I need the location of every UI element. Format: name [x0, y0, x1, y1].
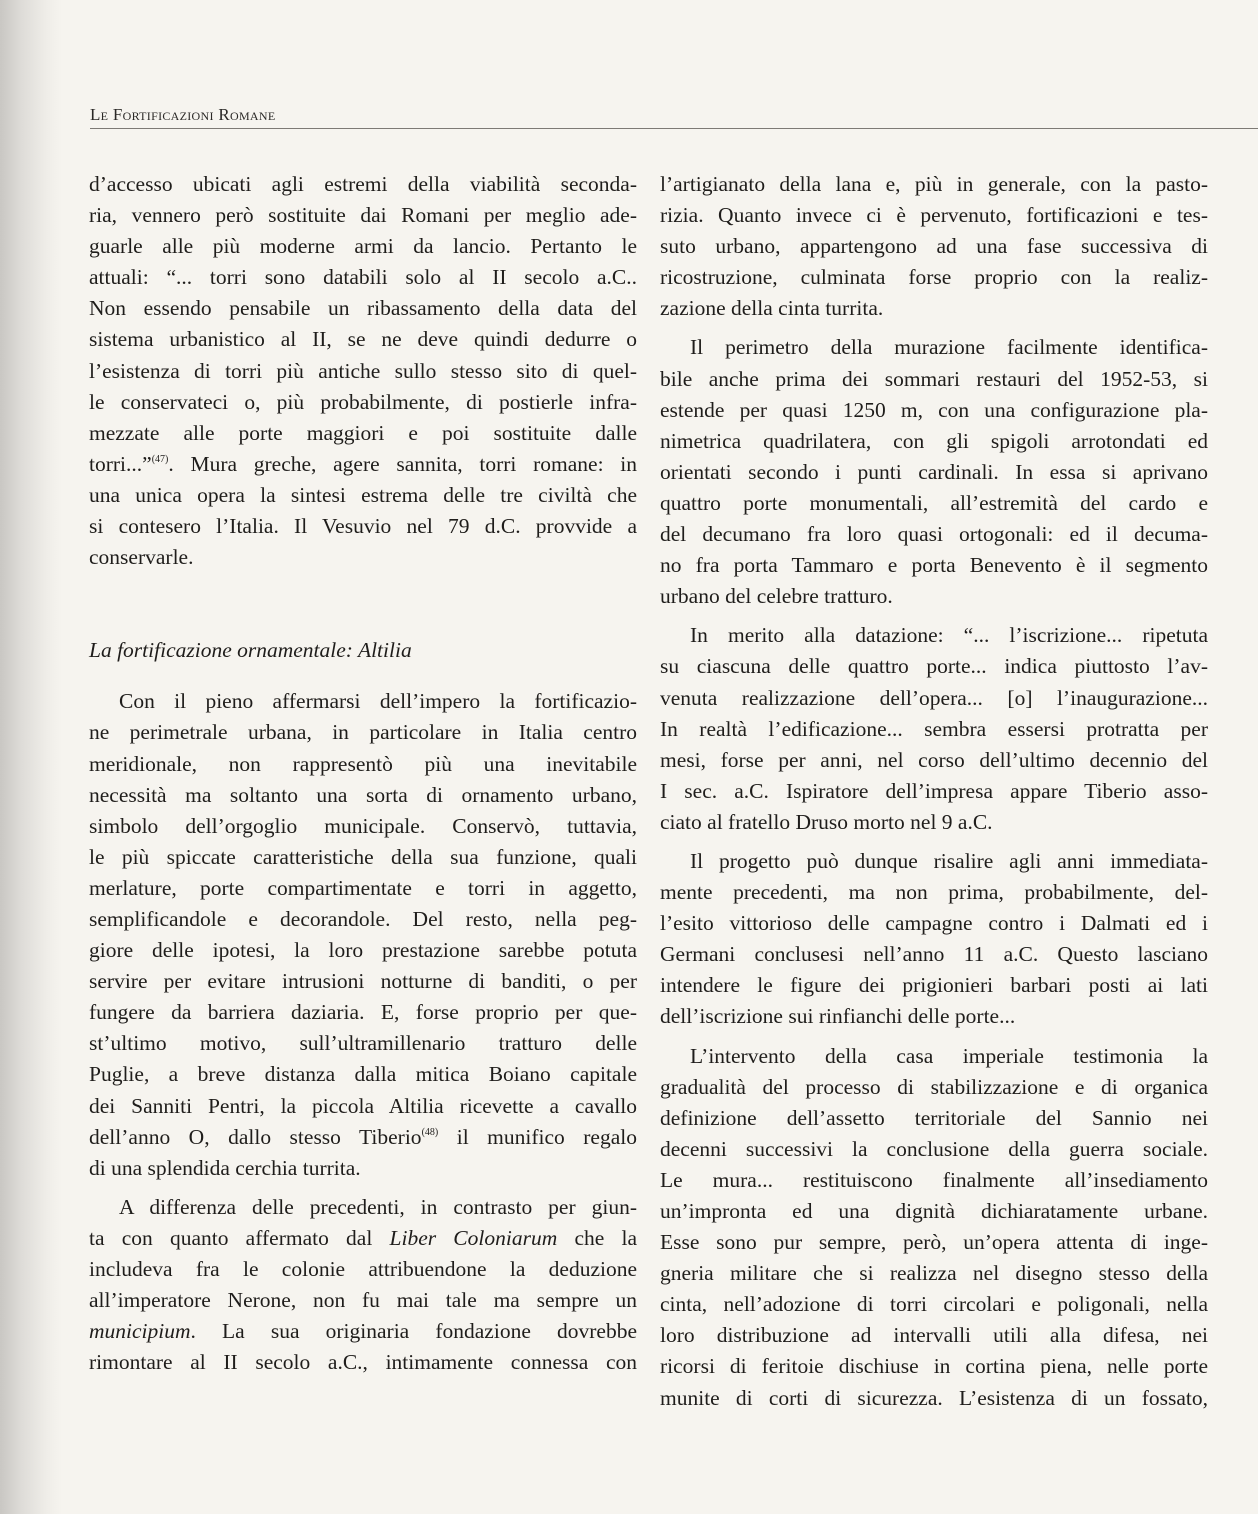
text-line: st’ultimo motivo, sull’ultramillenario tratturo delle	[89, 1031, 637, 1056]
text-line: ne perimetrale urbana, in particolare in Italia centro	[89, 720, 637, 745]
text-line: Non essendo pensabile un ribassamento della data del	[89, 296, 637, 321]
text-span: il munifico regalo	[438, 1124, 637, 1149]
text-line: si contesero l’Italia. Il Vesuvio nel 79 d.C. provvide a	[89, 514, 637, 539]
text-line: all’imperatore Nerone, non fu mai tale ma sempre un	[89, 1288, 637, 1313]
text-line: rizia. Quanto invece ci è pervenuto, fortificazioni e tes-	[660, 203, 1208, 228]
running-header	[90, 104, 1258, 129]
text-line: nimetrica quadrilatera, con gli spigoli arrotondati ed	[660, 428, 1208, 453]
text-line: l’artigianato della lana e, più in generale, con la pasto-	[660, 172, 1208, 196]
text-line	[89, 449, 637, 480]
text-line: una unica opera la sintesi estrema delle tre civiltà che	[89, 482, 637, 507]
text-span: dell’anno O, dallo stesso Tiberio	[89, 1124, 422, 1149]
text-line: su ciascuna delle quattro porte... indica piuttosto l’av-	[660, 654, 1208, 679]
text-line: no fra porta Tammaro e porta Benevento è il segmento	[660, 553, 1208, 578]
right-paragraph-2	[660, 332, 1208, 612]
text-line: Il progetto può dunque risalire agli anni immediata-	[690, 848, 1208, 873]
text-line: In merito alla datazione: “... l’iscrizione... ripetuta	[690, 623, 1208, 648]
running-header-title: Le Fortificazioni Romane	[90, 105, 276, 124]
text-line: sistema urbanistico al II, se ne deve quindi dedurre o	[89, 327, 637, 352]
footnote-ref-47: (47)	[151, 453, 169, 465]
text-line: fungere da barriera daziaria. E, forse proprio per que-	[89, 1000, 637, 1025]
text-line: meridionale, non rappresentò più una inevitabile	[89, 751, 637, 776]
text-line: giore delle ipotesi, la loro prestazione sarebbe potuta	[89, 938, 637, 963]
text-line	[89, 1122, 637, 1153]
text-line	[89, 1316, 637, 1347]
text-line: suto urbano, appartengono ad una fase successiva di	[660, 234, 1208, 259]
book-title: Liber Coloniarum	[389, 1225, 558, 1250]
latin-term: municipium	[89, 1319, 191, 1344]
text-line: quattro porte monumentali, all’estremità del cardo e	[660, 490, 1208, 515]
text-line: bile anche prima dei sommari restauri del 1952-53, si	[660, 366, 1208, 391]
footnote-ref-48: (48)	[421, 1126, 439, 1138]
text-line: ciato al fratello Druso morto nel 9 a.C.	[660, 809, 993, 834]
text-line	[89, 1223, 637, 1254]
text-line: urbano del celebre tratturo.	[660, 584, 893, 609]
right-paragraph-4	[660, 846, 1208, 1033]
text-line: loro distribuzione ad intervalli utili alla difesa, nei	[660, 1323, 1208, 1348]
text-line: orientati secondo i punti cardinali. In essa si aprivano	[660, 459, 1208, 484]
left-paragraph-3	[89, 1192, 637, 1379]
text-line: dell’iscrizione sui rinfianchi delle porte...	[660, 1004, 1016, 1029]
text-line: semplificandole e decorandole. Del resto, nella peg-	[89, 906, 637, 931]
text-line: le conservateci o, più probabilmente, di postierle infra-	[89, 389, 637, 414]
text-line: I sec. a.C. Ispiratore dell’impresa appare Tiberio asso-	[660, 778, 1208, 803]
text-line: Le mura... restituiscono finalmente all’insediamento	[660, 1167, 1208, 1192]
text-line: venuta realizzazione dell’opera... [o] l’inaugurazione...	[660, 685, 1208, 710]
text-line: gradualità del processo di stabilizzazione e di organica	[660, 1074, 1208, 1099]
text-line: L’intervento della casa imperiale testimonia la	[690, 1043, 1208, 1068]
text-span: . Mura greche, agere sannita, torri romane: in	[168, 451, 637, 476]
text-line: Puglie, a breve distanza dalla mitica Boiano capitale	[89, 1062, 637, 1087]
text-line: definizione dell’assetto territoriale del Sannio nei	[660, 1105, 1208, 1130]
text-line: merlature, porte compartimentate e torri in aggetto,	[89, 875, 637, 900]
text-line: servire per evitare intrusioni notturne di banditi, o per	[89, 969, 637, 994]
right-paragraph-3	[660, 620, 1208, 838]
text-line: ricorsi di feritoie dischiuse in cortina piena, nelle porte	[660, 1354, 1208, 1379]
text-line: gneria militare che si realizza nel disegno stesso della	[660, 1261, 1208, 1286]
text-line: Esse sono pur sempre, però, un’opera attenta di inge-	[660, 1230, 1208, 1255]
text-line: estende per quasi 1250 m, con una configurazione pla-	[660, 397, 1208, 422]
text-line: A differenza delle precedenti, in contrasto per giun-	[119, 1194, 637, 1219]
text-line: l’esito vittorioso delle campagne contro i Dalmati ed i	[660, 911, 1208, 936]
text-line: necessità ma soltanto una sorta di ornamento urbano,	[89, 782, 637, 807]
text-line: simbolo dell’orgoglio municipale. Conservò, tuttavia,	[89, 813, 637, 838]
text-line: le più spiccate caratteristiche della sua funzione, quali	[89, 844, 637, 869]
text-line: mezzate alle porte maggiori e poi sostituite dalle	[89, 420, 637, 445]
left-column	[89, 169, 637, 1378]
text-span: ta con quanto affermato dal	[89, 1225, 390, 1250]
right-paragraph-5	[660, 1041, 1208, 1414]
book-gutter-shadow	[0, 0, 62, 1514]
right-paragraph-1	[660, 169, 1208, 324]
text-line: includeva fra le colonie attribuendone la deduzione	[89, 1257, 637, 1281]
text-line: dei Sanniti Pentri, la piccola Altilia ricevette a cavallo	[89, 1093, 637, 1118]
text-line: intendere le figure dei prigionieri barbari posti ai lati	[660, 973, 1208, 998]
text-line: guarle alle più moderne armi da lancio. Pertanto le	[89, 234, 637, 259]
text-line: l’esistenza di torri più antiche sullo stesso sito di quel-	[89, 358, 637, 383]
text-line: d’accesso ubicati agli estremi della viabilità seconda-	[89, 172, 637, 196]
text-line: decenni successivi la conclusione della guerra sociale.	[660, 1136, 1208, 1161]
text-line: In realtà l’edificazione... sembra essersi protratta per	[660, 716, 1208, 741]
left-paragraph-1	[89, 169, 637, 573]
text-span: che la	[557, 1225, 637, 1250]
text-span: torri...”	[89, 451, 152, 476]
text-span: . La sua originaria fondazione dovrebbe	[190, 1319, 637, 1344]
text-line: mente precedenti, ma non prima, probabilmente, del-	[660, 880, 1208, 905]
right-column	[660, 169, 1208, 1414]
text-line: ricostruzione, culminata forse proprio con la realiz-	[660, 265, 1208, 290]
text-line: Germani conclusesi nell’anno 11 a.C. Questo lasciano	[660, 942, 1208, 967]
text-line: Con il pieno affermarsi dell’impero la fortificazio-	[119, 689, 637, 714]
section-heading: La fortificazione ornamentale: Altilia	[89, 638, 412, 663]
left-paragraph-2	[89, 686, 637, 1184]
text-line: del decumano fra loro quasi ortogonali: ed il decuma-	[660, 522, 1208, 547]
text-line: rimontare al II secolo a.C., intimamente connessa con	[89, 1350, 637, 1375]
text-line: zazione della cinta turrita.	[660, 296, 884, 321]
text-line: ria, vennero però sostituite dai Romani per meglio ade-	[89, 203, 637, 228]
text-line: un’impronta ed una dignità dichiaratamente urbane.	[660, 1199, 1208, 1223]
text-line: cinta, nell’adozione di torri circolari e poligonali, nella	[660, 1292, 1208, 1317]
text-line: munite di corti di sicurezza. L’esistenza di un fossato,	[660, 1385, 1208, 1410]
text-line: mesi, forse per anni, nel corso dell’ultimo decennio del	[660, 747, 1208, 772]
text-line: conservarle.	[89, 545, 194, 570]
text-line: attuali: “... torri sono databili solo al II secolo a.C..	[89, 265, 637, 290]
text-line: di una splendida cerchia turrita.	[89, 1155, 361, 1180]
text-line: Il perimetro della murazione facilmente identifica-	[690, 335, 1208, 360]
